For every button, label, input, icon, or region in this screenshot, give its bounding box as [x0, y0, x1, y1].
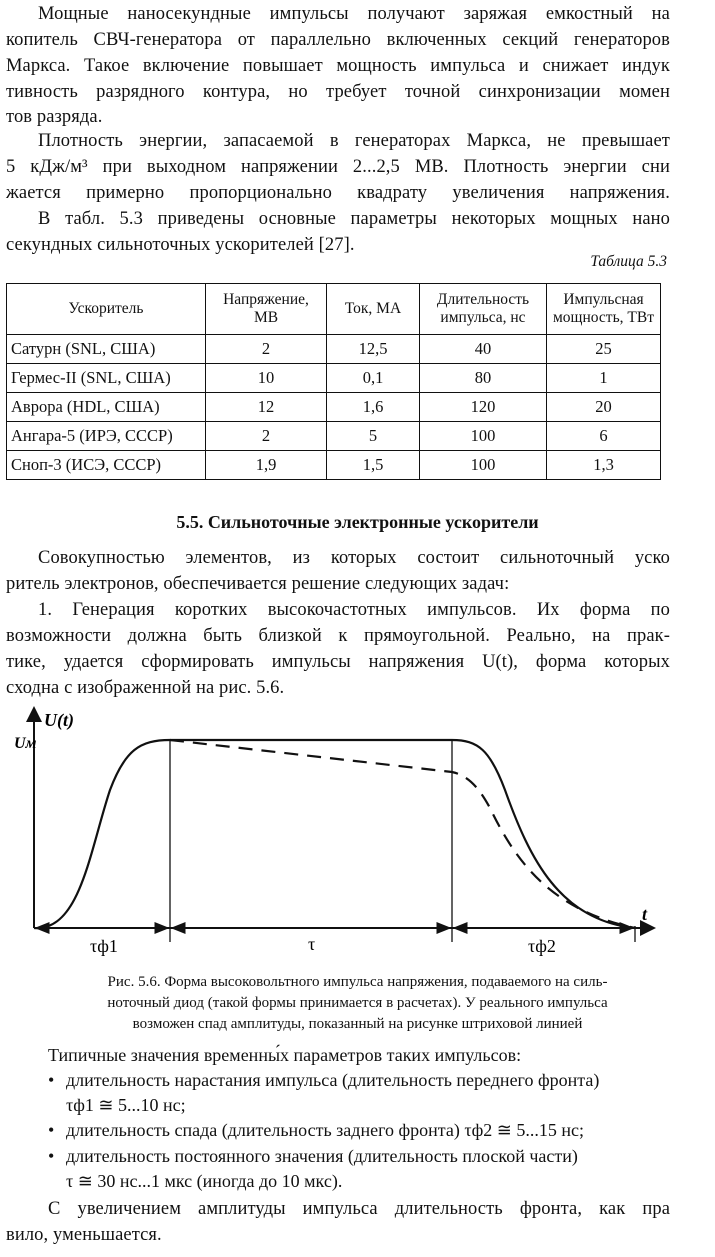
- table-cell: 0,1: [327, 364, 420, 393]
- intro-line-6: Плотность энергии, запасаемой в генераторах Маркса, не превышает: [38, 131, 670, 151]
- table-cell: 100: [420, 422, 547, 451]
- pulse-curve-solid: [34, 740, 635, 928]
- closing-line-2: вило, уменьшается.: [6, 1225, 162, 1245]
- figure-caption-line-1: Рис. 5.6. Форма высоковольтного импульса напряжения, подаваемого на силь-: [107, 974, 608, 990]
- table-cell: 1,3: [547, 451, 661, 480]
- table-cell: 6: [547, 422, 661, 451]
- table-row: [7, 364, 661, 393]
- table-cell: Ангара-5 (ИРЭ, СССР): [7, 422, 206, 451]
- figure-caption-line-3: возможен спад амплитуды, показанный на рисунке штриховой линией: [132, 1016, 583, 1032]
- table-cell: 1: [547, 364, 661, 393]
- table-cell: 12,5: [327, 335, 420, 364]
- bullet-marker: •: [48, 1146, 55, 1166]
- bullet-2-line-1: длительность спада (длительность заднего фронта) τф2 ≅ 5...15 нс;: [66, 1120, 584, 1140]
- table-cell: Гермес-II (SNL, США): [7, 364, 206, 393]
- table-row: [7, 335, 661, 364]
- section-line-3: 1. Генерация коротких высокочастотных импульсов. Их форма по: [38, 600, 670, 620]
- section-line-6: сходна с изображенной на рис. 5.6.: [6, 678, 285, 698]
- tau-f2-label: τф2: [528, 936, 556, 956]
- table-header-row: [7, 284, 661, 335]
- table-cell: 40: [420, 335, 547, 364]
- table-row: [7, 393, 661, 422]
- table-cell: 5: [327, 422, 420, 451]
- accelerator-table: [6, 283, 661, 480]
- bullet-1-line-1: длительность нарастания импульса (длительность переднего фронта): [66, 1070, 600, 1090]
- tau-label: τ: [308, 934, 316, 954]
- y-level-label: Uм: [14, 735, 37, 752]
- table-cell: 80: [420, 364, 547, 393]
- intro-line-7: 5 кДж/м³ при выходном напряжении 2...2,5 МВ. Плотность энергии сни: [6, 157, 670, 177]
- table-header-cell: Импульсная мощность, ТВт: [547, 284, 661, 335]
- intro-line-5: тов разряда.: [6, 107, 103, 127]
- intro-line-2: копитель СВЧ-генератора от параллельно включенных секций генераторов: [6, 30, 670, 50]
- bullet-1-line-2: τф1 ≅ 5...10 нс;: [66, 1095, 186, 1115]
- table-row: [7, 451, 661, 480]
- intro-line-10: секундных сильноточных ускорителей [27].: [6, 235, 355, 255]
- table-header-cell: Ток, МА: [327, 284, 420, 335]
- pulse-shape-figure: [0, 700, 715, 970]
- closing-line-1: С увеличением амплитуды импульса длительность фронта, как пра: [48, 1199, 670, 1219]
- section-line-4: возможности должна быть близкой к прямоугольной. Реально, на прак-: [6, 626, 670, 646]
- table-row: [7, 422, 661, 451]
- table-cell: 10: [206, 364, 327, 393]
- table-header-cell: Напряжение, МВ: [206, 284, 327, 335]
- table-caption: Таблица 5.3: [590, 253, 667, 270]
- bullet-3-line-1: длительность постоянного значения (длительность плоской части): [66, 1146, 578, 1166]
- table-cell: 1,9: [206, 451, 327, 480]
- y-axis-label: U(t): [44, 710, 74, 730]
- table-header-cell: Ускоритель: [7, 284, 206, 335]
- params-intro: Типичные значения временны́х параметров таких импульсов:: [48, 1045, 522, 1065]
- section-line-5: тике, удается сформировать импульсы напряжения U(t), форма которых: [6, 652, 670, 672]
- intro-line-4: тивность разрядного контура, но требует точной синхронизации момен: [6, 82, 670, 102]
- table-cell: Сноп-3 (ИСЭ, СССР): [7, 451, 206, 480]
- table-cell: 25: [547, 335, 661, 364]
- intro-line-1: Мощные наносекундные импульсы получают заряжая емкостный на: [38, 4, 670, 24]
- table-cell: 2: [206, 335, 327, 364]
- table-cell: Сатурн (SNL, США): [7, 335, 206, 364]
- tau-f1-label: τф1: [90, 936, 118, 956]
- bullet-marker: •: [48, 1070, 55, 1090]
- table-cell: Аврора (HDL, США): [7, 393, 206, 422]
- table-cell: 20: [547, 393, 661, 422]
- bullet-3-line-2: τ ≅ 30 нс...1 мкс (иногда до 10 мкс).: [66, 1171, 343, 1191]
- table-header-cell: Длительность импульса, нс: [420, 284, 547, 335]
- section-title: 5.5. Сильноточные электронные ускорители: [176, 512, 539, 532]
- table-cell: 12: [206, 393, 327, 422]
- intro-line-8: жается примерно пропорционально квадрату увеличения напряжения.: [6, 183, 670, 203]
- table-cell: 1,6: [327, 393, 420, 422]
- section-line-2: ритель электронов, обеспечивается решение следующих задач:: [6, 574, 510, 594]
- table-cell: 100: [420, 451, 547, 480]
- table-cell: 120: [420, 393, 547, 422]
- pulse-curve-dashed: [170, 740, 635, 928]
- intro-line-9: В табл. 5.3 приведены основные параметры некоторых мощных нано: [38, 209, 670, 229]
- table-cell: 1,5: [327, 451, 420, 480]
- x-axis-label: t: [642, 904, 648, 924]
- bullet-marker: •: [48, 1120, 55, 1140]
- figure-caption-line-2: ноточный диод (такой формы принимается в расчетах). У реального импульса: [107, 995, 608, 1011]
- intro-line-3: Маркса. Такое включение повышает мощность импульса и снижает индук: [6, 56, 670, 76]
- table-cell: 2: [206, 422, 327, 451]
- section-line-1: Совокупностью элементов, из которых состоит сильноточный уско: [38, 548, 670, 568]
